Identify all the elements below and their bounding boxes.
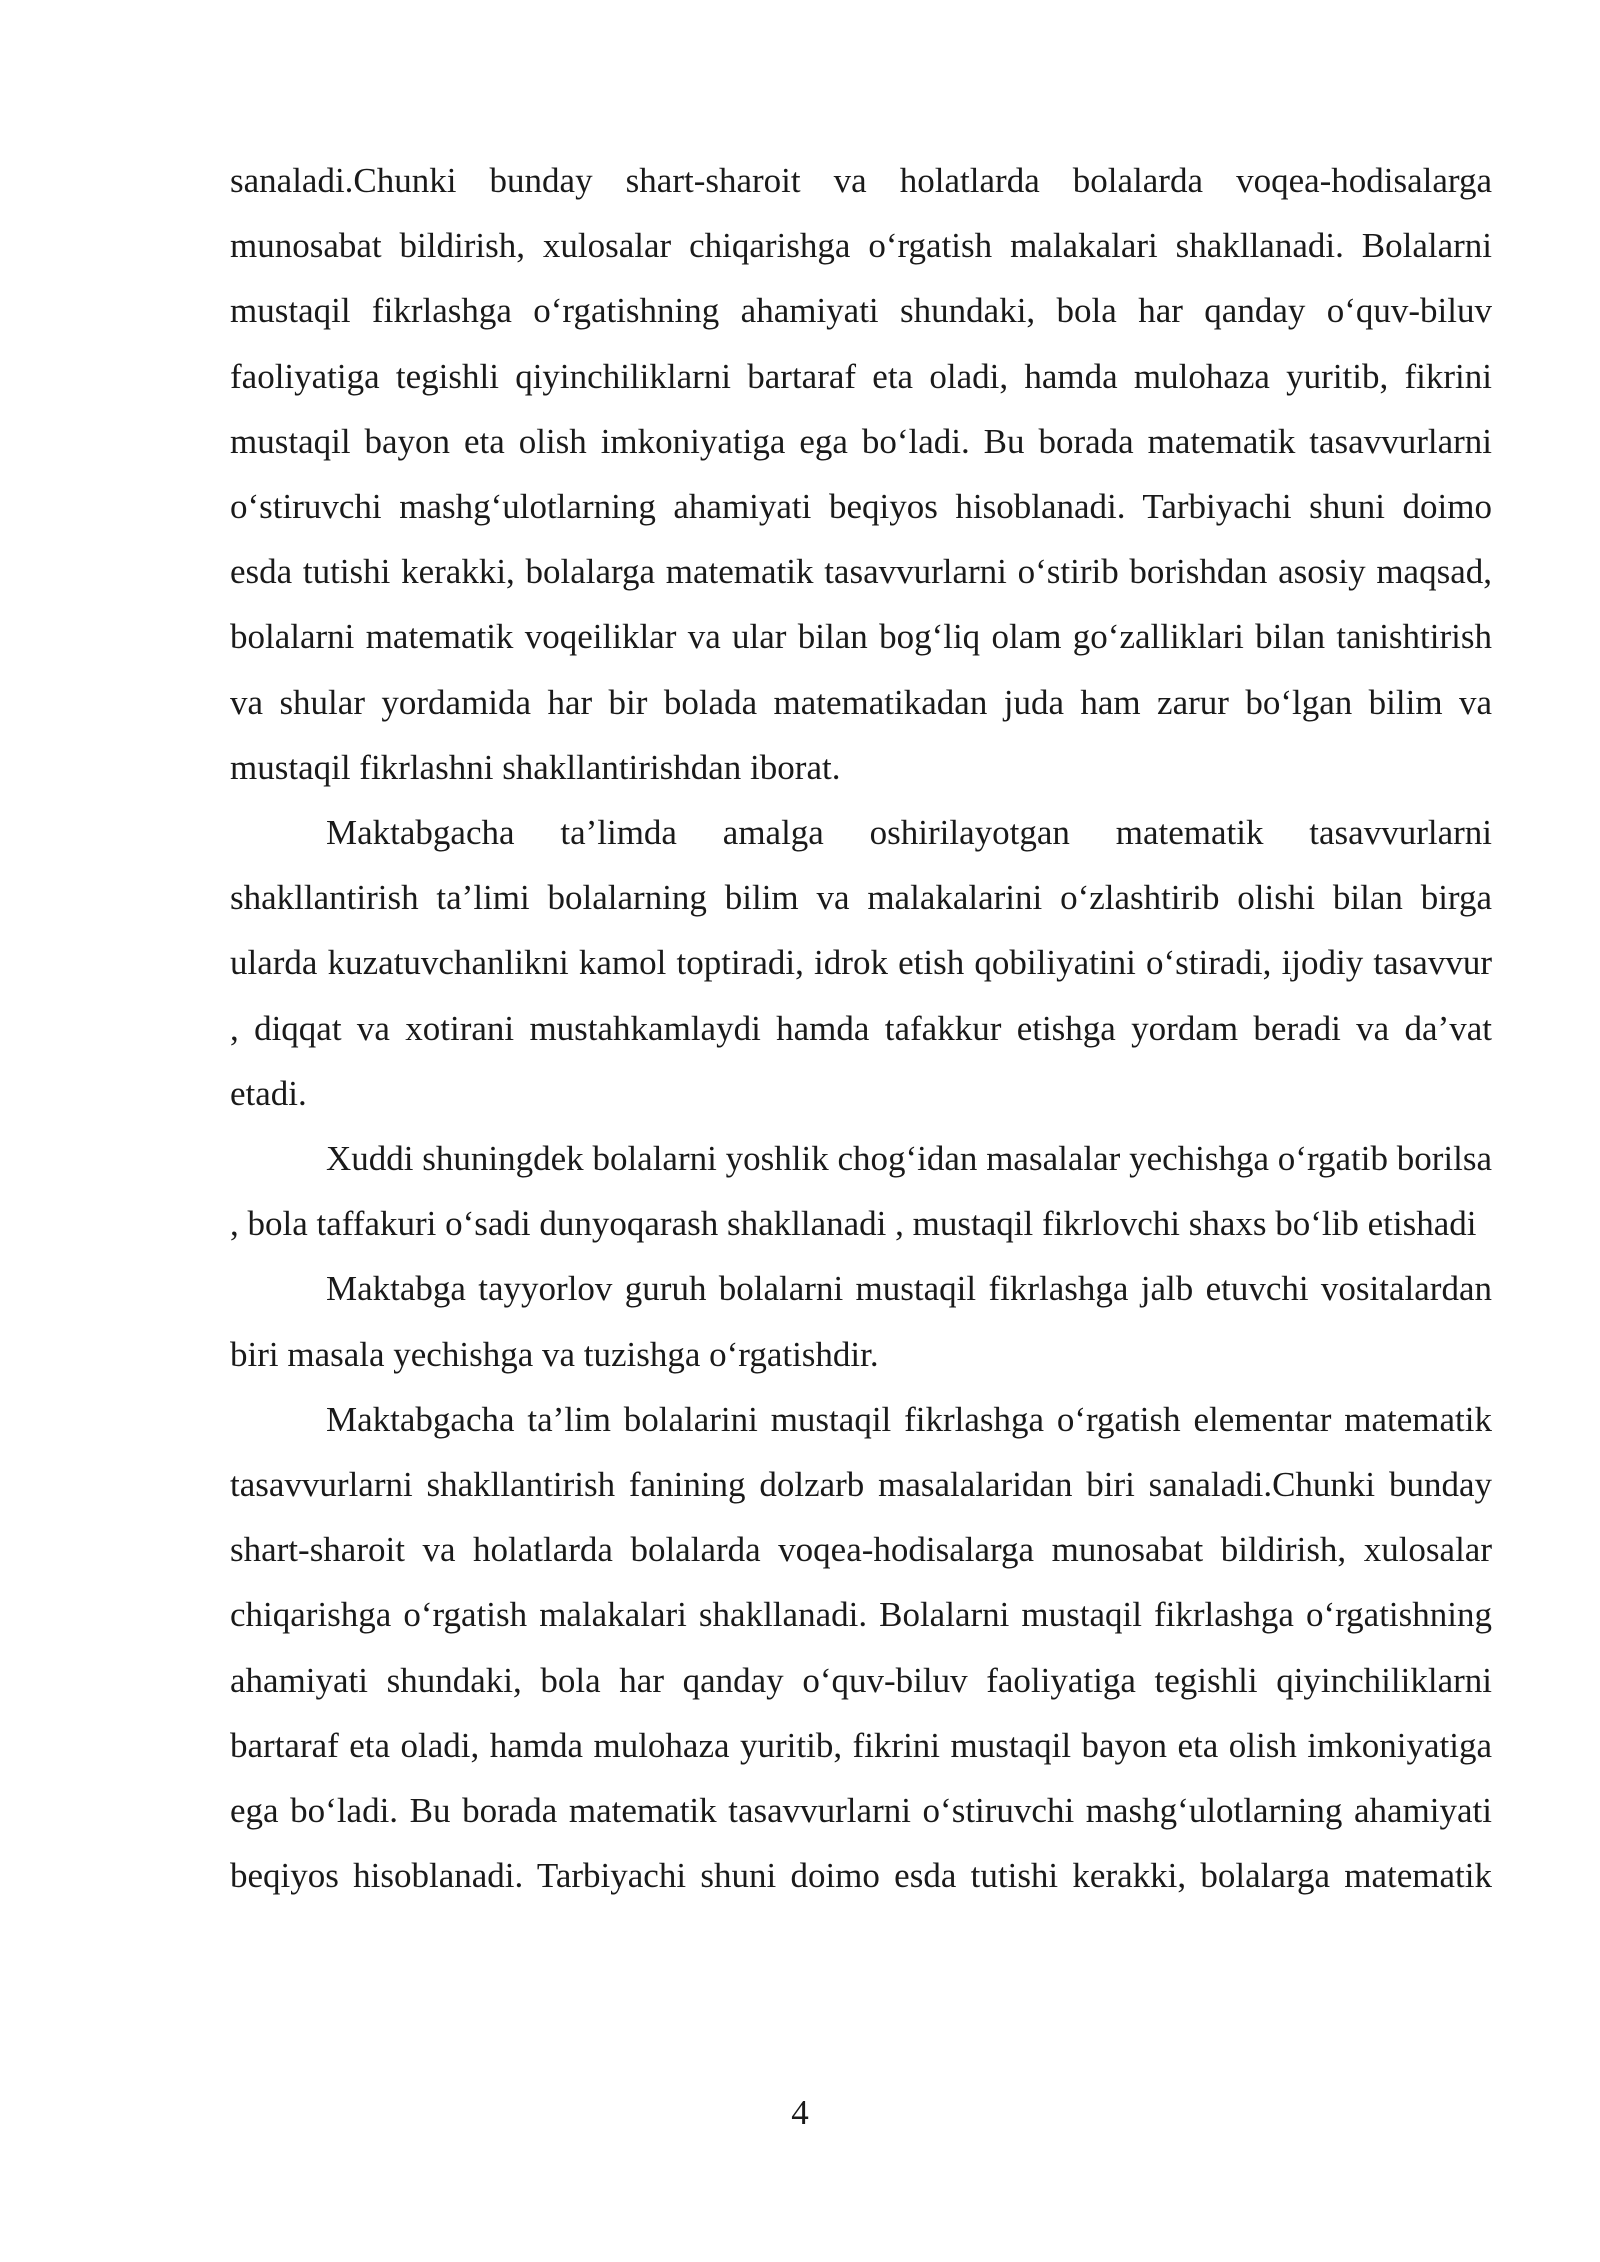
page-number: 4 [791,2093,809,2132]
paragraph-2: Maktabgacha ta’limda amalga oshirilayotgan matematik tasavvurlarni shakllantirish ta’limi bolalarning bilim va malakalarini o‘zlashtirib olishi bilan birga ularda kuzatuvchanlikni kamol toptiradi, idrok etish qobiliyatini o‘stiradi, ijodiy tasavvur , diqqat va xotirani mustahkamlaydi hamda tafakkur etishga yordam beradi va da’vat etadi. [230,813,1492,1113]
document-body [230,148,1492,1908]
paragraph-4: Maktabga tayyorlov guruh bolalarni mustaqil fikrlashga jalb etuvchi vositalardan biri masala yechishga va tuzishga o‘rgatishdir. [230,1269,1492,1374]
paragraph-1: sanaladi.Chunki bunday shart-sharoit va holatlarda bolalarda voqea-hodisalarga munosabat bildirish, xulosalar chiqarishga o‘rgatish malakalari shakllanadi. Bolalarni mustaqil fikrlashga o‘rgatishning ahamiyati shundaki, bola har qanday o‘quv-biluv faoliyatiga tegishli qiyinchiliklarni bartaraf eta oladi, hamda mulohaza yuritib, fikrini mustaqil bayon eta olish imkoniyatiga ega bo‘ladi. Bu borada matematik tasavvurlarni o‘stiruvchi mashg‘ulotlarning ahamiyati beqiyos hisoblanadi. Tarbiyachi shuni doimo esda tutishi kerakki, bolalarga matematik tasavvurlarni o‘stirib borishdan asosiy maqsad, bolalarni matematik voqeiliklar va ular bilan bog‘liq olam go‘zalliklari bilan tanishtirish va shular yordamida har bir bolada matematikadan juda ham zarur bo‘lgan bilim va mustaqil fikrlashni shakllantirishdan iborat. [230,161,1492,787]
paragraph-3: Xuddi shuningdek bolalarni yoshlik chog‘idan masalalar yechishga o‘rgatib borilsa , bola taffakuri o‘sadi dunyoqarash shakllanadi , mustaqil fikrlovchi shaxs bo‘lib etishadi [230,1139,1492,1244]
paragraph-5: Maktabgacha ta’lim bolalarini mustaqil fikrlashga o‘rgatish elementar matematik tasavvurlarni shakllantirish fanining dolzarb masalalaridan biri sanaladi.Chunki bunday shart-sharoit va holatlarda bolalarda voqea-hodisalarga munosabat bildirish, xulosalar chiqarishga o‘rgatish malakalari shakllanadi. Bolalarni mustaqil fikrlashga o‘rgatishning ahamiyati shundaki, bola har qanday o‘quv-biluv faoliyatiga tegishli qiyinchiliklarni bartaraf eta oladi, hamda mulohaza yuritib, fikrini mustaqil bayon eta olish imkoniyatiga ega bo‘ladi. Bu borada matematik tasavvurlarni o‘stiruvchi mashg‘ulotlarning ahamiyati beqiyos hisoblanadi. Tarbiyachi shuni doimo esda tutishi kerakki, bolalarga matematik [230,1399,1492,1896]
